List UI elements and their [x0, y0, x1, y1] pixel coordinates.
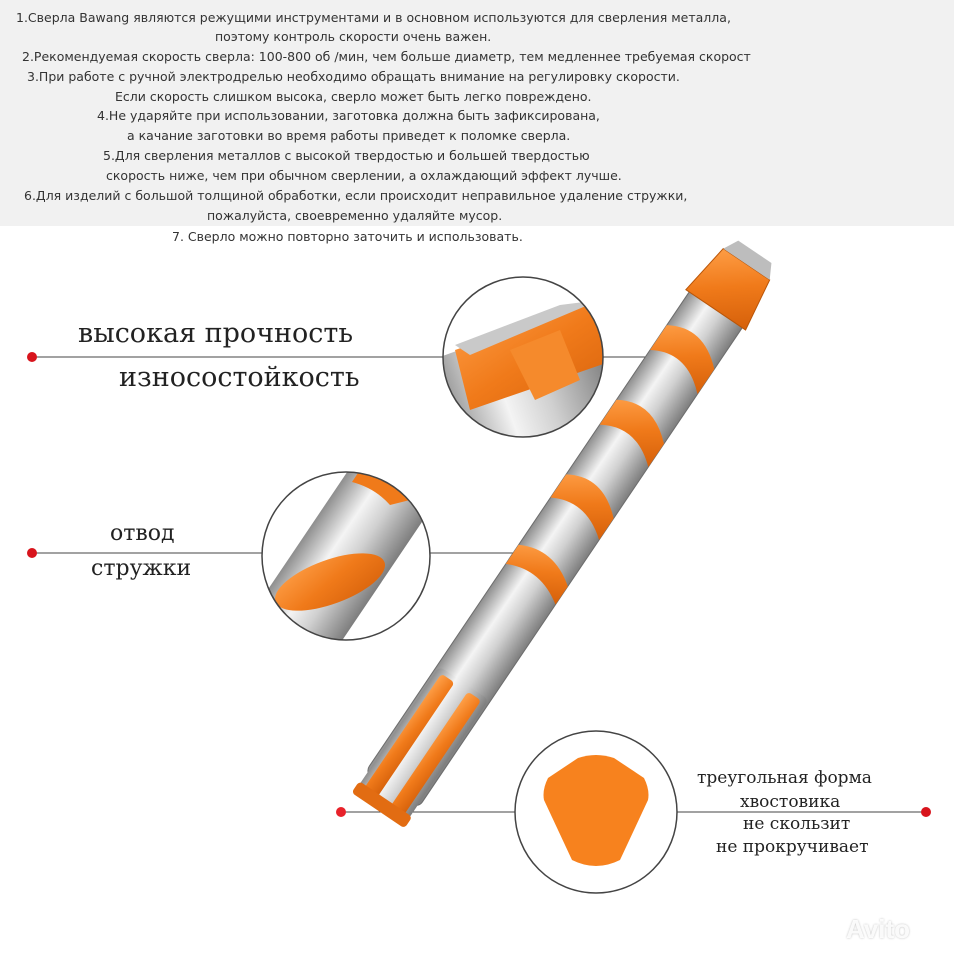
- instruction-line-6: 4.Не ударяйте при использовании, заготовка должна быть зафиксирована,: [97, 108, 600, 123]
- instruction-line-8: 5.Для сверления металлов с высокой твердостью и большей твердостью: [103, 148, 590, 163]
- shank-label-line3: не скользит: [743, 814, 851, 834]
- instruction-line-7: а качание заготовки во время работы приведет к поломке сверла.: [127, 128, 571, 143]
- avito-watermark: Avito: [846, 914, 911, 944]
- flute-zoom-callout: [239, 434, 448, 683]
- flute-label-line2: стружки: [91, 556, 192, 581]
- instruction-line-5: Если скорость слишком высока, сверло может быть легко повреждено.: [115, 89, 592, 104]
- instruction-line-2: поэтому контроль скорости очень важен.: [215, 29, 492, 44]
- shank-zoom-callout: [515, 731, 677, 893]
- shank-label-line2: хвостовика: [740, 792, 841, 812]
- instruction-line-9: скорость ниже, чем при обычном сверлении, а охлаждающий эффект лучше.: [106, 168, 622, 183]
- tip-label-strength: высокая прочность: [78, 318, 354, 349]
- instruction-line-1: 1.Сверла Bawang являются режущими инструментами и в основном используются для сверления металла,: [16, 10, 731, 25]
- instruction-line-11: пожалуйста, своевременно удаляйте мусор.: [207, 208, 503, 223]
- shank-point-dot: [336, 807, 346, 817]
- instruction-line-3: 2.Рекомендуемая скорость сверла: 100-800 об /мин, чем больше диаметр, тем медленнее требуемая скорост: [22, 49, 751, 64]
- instruction-line-12: 7. Сверло можно повторно заточить и использовать.: [172, 229, 523, 244]
- flute-marker-dot: [27, 548, 37, 558]
- instruction-line-4: 3.При работе с ручной электродрелью необходимо обращать внимание на регулировку скорости.: [27, 69, 680, 84]
- shank-marker-dot: [921, 807, 931, 817]
- tip-marker-dot: [27, 352, 37, 362]
- shank-label-line4: не прокручивает: [716, 837, 869, 857]
- tip-label-wear: износостойкость: [119, 362, 360, 393]
- flute-label-line1: отвод: [110, 521, 175, 546]
- instruction-line-10: 6.Для изделий с большой толщиной обработки, если происходит неправильное удаление стружки,: [24, 188, 688, 203]
- shank-label-line1: треугольная форма: [697, 768, 872, 788]
